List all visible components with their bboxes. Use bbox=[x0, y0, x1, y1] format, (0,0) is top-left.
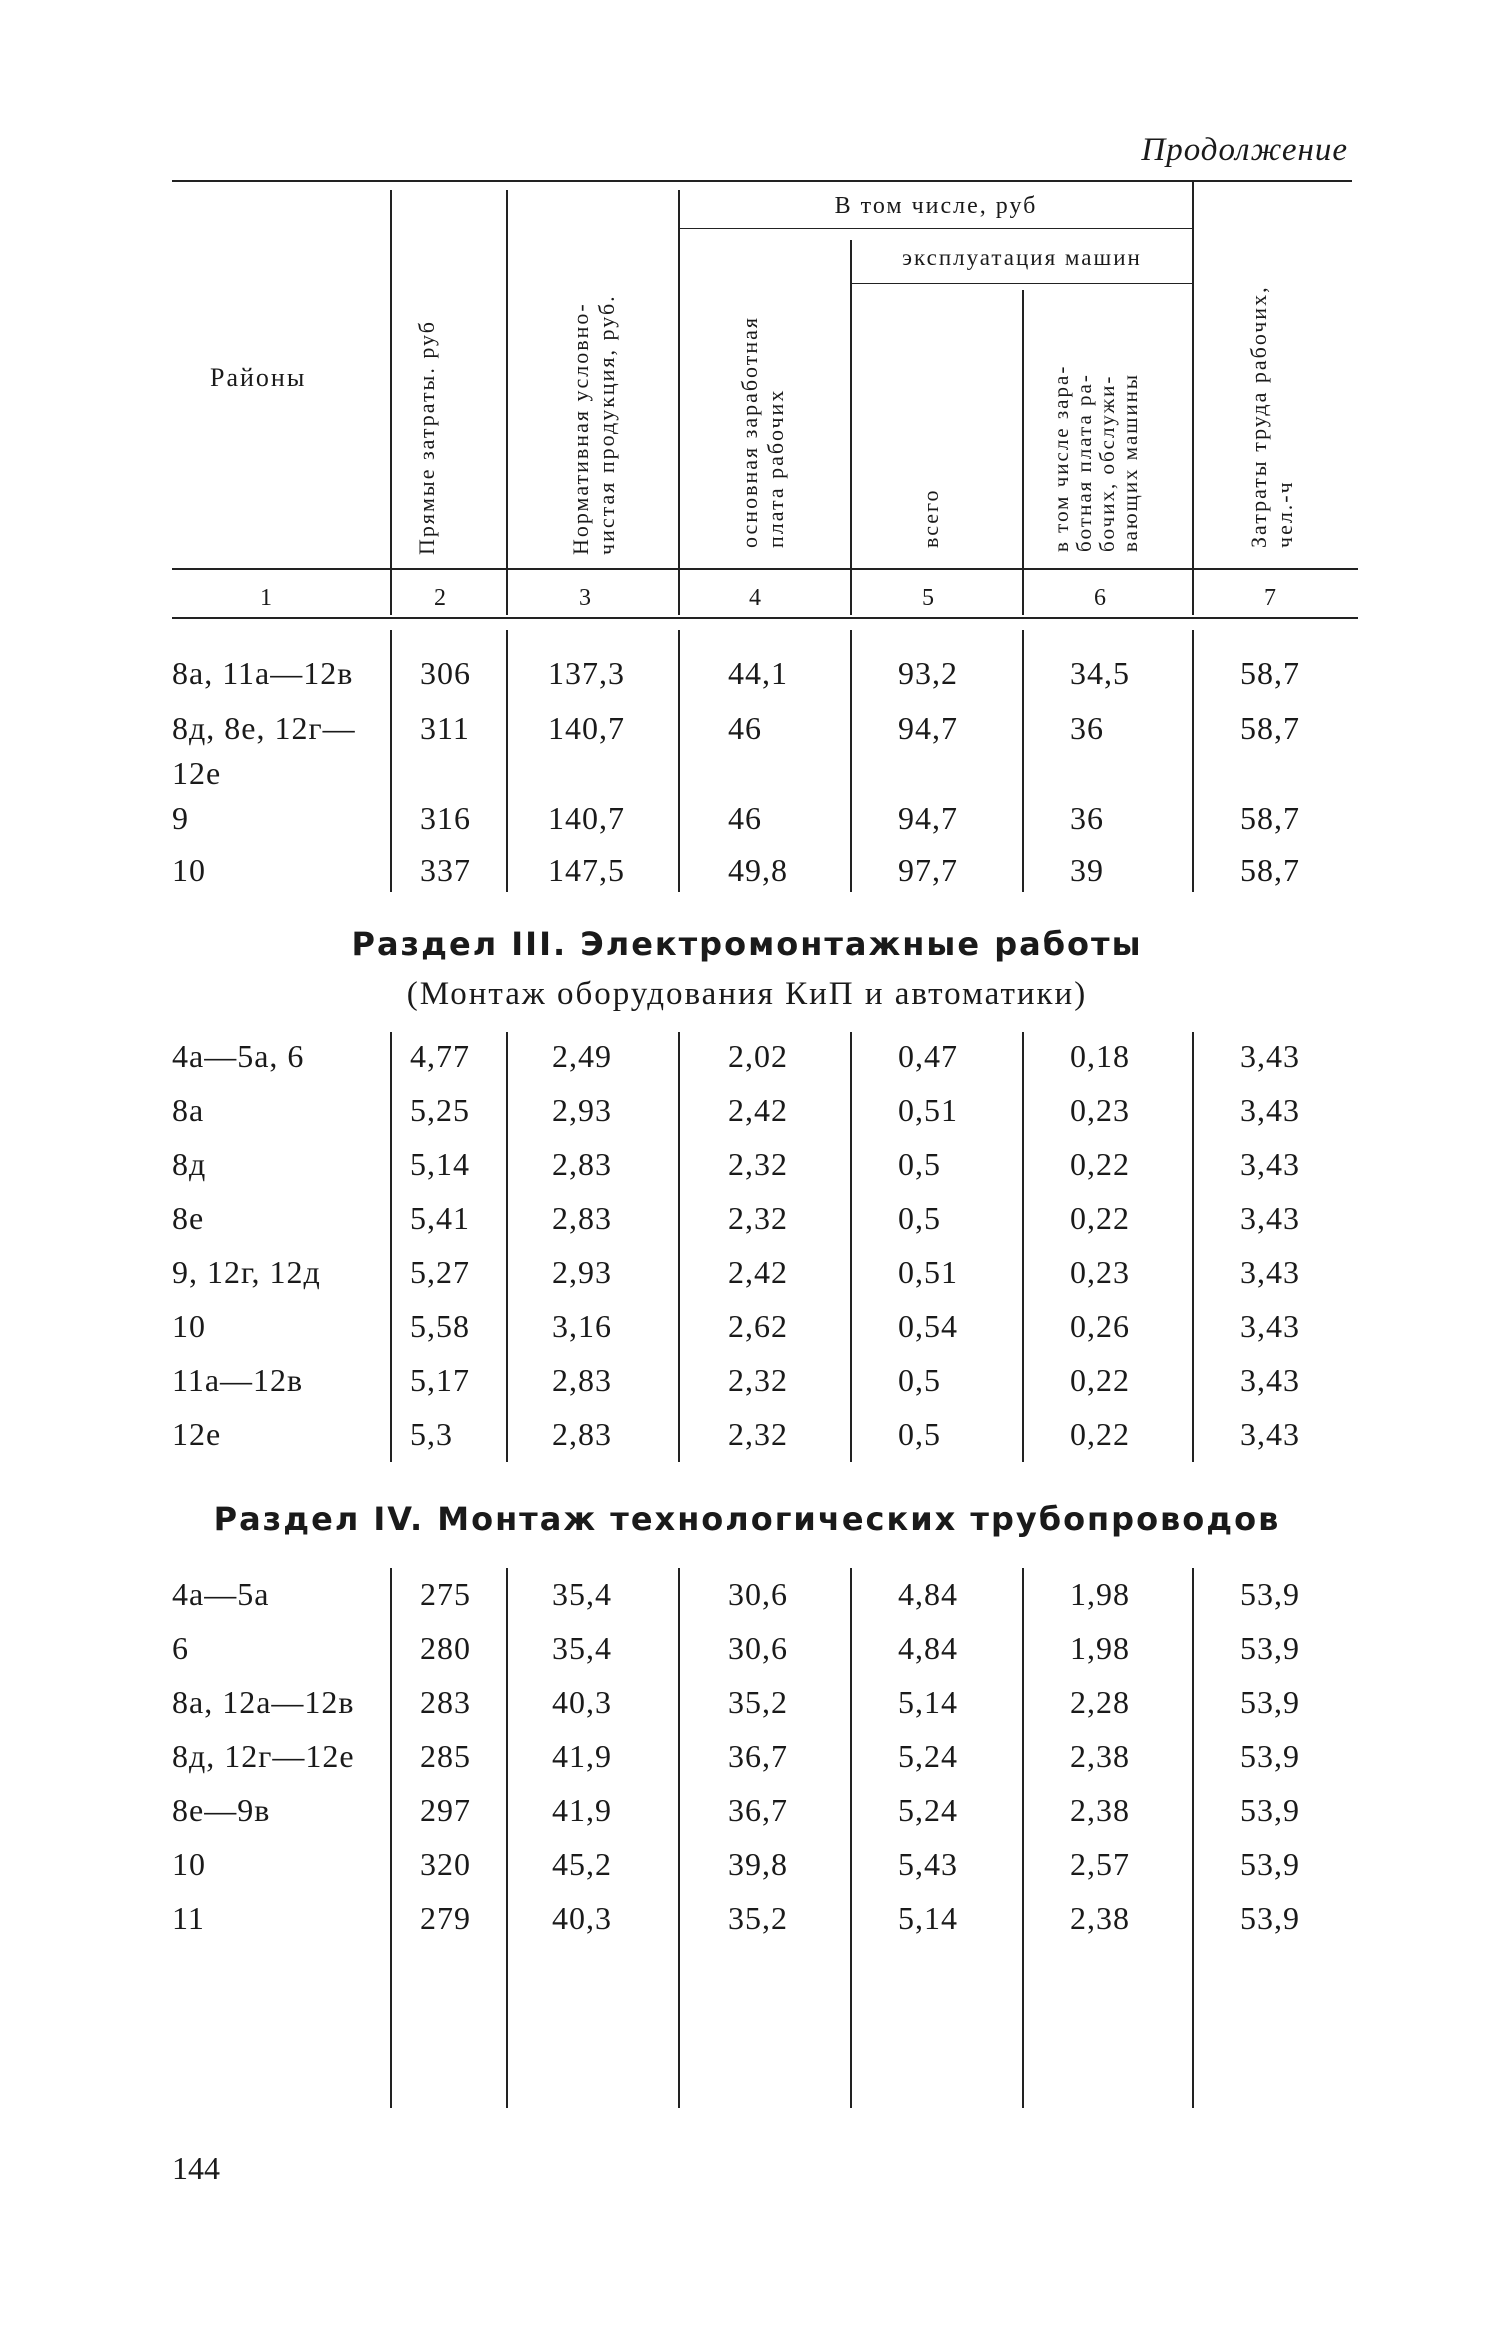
continuation-label: Продолжение bbox=[1141, 132, 1348, 168]
header-regions: Районы bbox=[210, 363, 307, 392]
header-base-wage: основная заработная плата рабочих bbox=[737, 315, 789, 548]
section-3-title: Раздел III. Электромонтажные работы bbox=[351, 925, 1143, 963]
section-3-subtitle: (Монтаж оборудования КиП и автоматики) bbox=[406, 976, 1088, 1012]
table-top-rule bbox=[172, 180, 1352, 182]
col-number: 1 bbox=[260, 585, 272, 611]
header-direct-costs: Прямые затраты. руб bbox=[414, 320, 439, 555]
header-incl-wage: в том числе зара- ботная плата ра- бочих, обслужи- вающих машины bbox=[1049, 364, 1143, 552]
header-labor-costs: Затраты труда рабочих, чел.-ч bbox=[1246, 285, 1298, 548]
header-machine-ops: эксплуатация машин bbox=[902, 245, 1142, 270]
header-normative-product: Нормативная условно- чистая продукция, руб. bbox=[568, 294, 620, 555]
section-4-title: Раздел IV. Монтаж технологических трубопроводов bbox=[213, 1500, 1281, 1538]
col-number: 4 bbox=[749, 585, 761, 611]
col-number: 6 bbox=[1094, 585, 1106, 611]
col-number: 5 bbox=[922, 585, 934, 611]
col-number: 3 bbox=[579, 585, 591, 611]
header-total: всего bbox=[918, 488, 943, 548]
col-number: 7 bbox=[1264, 585, 1276, 611]
page-number: 144 bbox=[172, 2150, 220, 2186]
col-number: 2 bbox=[434, 585, 446, 611]
header-group-title: В том числе, руб bbox=[834, 193, 1038, 219]
